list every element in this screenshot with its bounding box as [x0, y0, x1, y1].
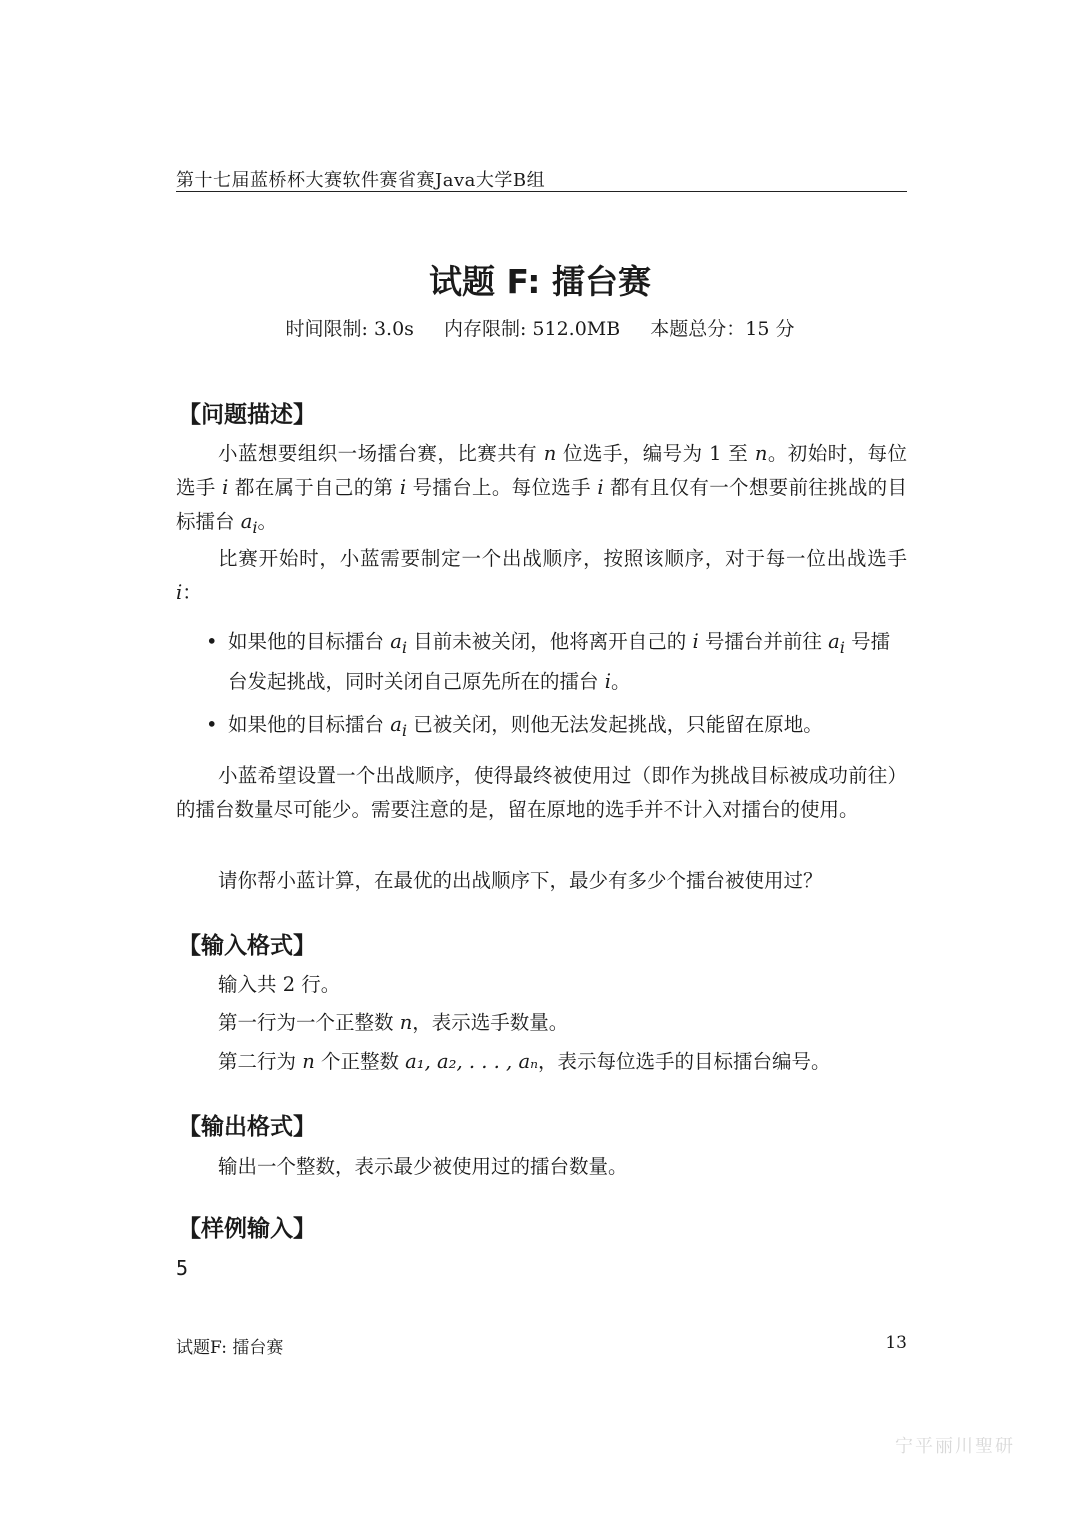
bullet-dot: • [206, 713, 218, 736]
problem-title: 试题 F: 擂台赛 [429, 262, 651, 301]
input-line-1: 输入共 2 行。 [218, 973, 341, 996]
total-score: 本题总分：15 分 [650, 318, 795, 340]
description-paragraph-4: 请你帮小蓝计算，在最优的出战顺序下，最少有多少个擂台被使用过？ [218, 869, 823, 892]
input-line-3: 第二行为 n 个正整数 a₁, a₂, . . . , aₙ，表示每位选手的目标擂台编号。 [218, 1050, 831, 1073]
input-line-2: 第一行为一个正整数 n，表示选手数量。 [218, 1011, 569, 1034]
description-paragraph-3: 小蓝希望设置一个出战顺序，使得最终被使用过（即作为挑战目标被成功前往）的擂台数量尽可能少。需要注意的是，留在原地的选手并不计入对擂台的使用。 [176, 764, 907, 821]
memory-limit: 内存限制: 512.0MB [443, 318, 621, 340]
bullet-dot: • [206, 630, 218, 653]
output-line-1: 输出一个整数，表示最少被使用过的擂台数量。 [218, 1155, 628, 1178]
watermark: 宁平丽川聖研 [895, 1436, 1015, 1457]
bullet-item-1: • 如果他的目标擂台 $a_i$ 目前未被关闭，他将离开自己的 i 号擂台并前往 $a_i$ 号擂台发起挑战，同时关闭自己原先所在的擂台 i。 [206, 625, 907, 699]
time-limit: 时间限制: 3.0s [285, 318, 414, 340]
sample-input-line: 5 [176, 1256, 189, 1280]
description-paragraph-2: 比赛开始时，小蓝需要制定一个出战顺序，按照该顺序，对于每一位出战选手 i： [176, 547, 907, 604]
page-number: 13 [885, 1333, 907, 1353]
section-output-heading: 【输出格式】 [178, 1114, 316, 1140]
description-paragraph-1: 小蓝想要组织一场擂台赛，比赛共有 n 位选手，编号为 1 至 n。初始时，每位选手 i 都在属于自己的第 i 号擂台上。每位选手 i 都有且仅有一个想要前往挑战的目标擂台 $a_i$。 [176, 442, 907, 537]
header-divider [176, 191, 907, 192]
section-description-heading: 【问题描述】 [178, 402, 316, 428]
running-header: 第十七届蓝桥杯大赛软件赛省赛Java大学B组 [176, 170, 546, 191]
footer-title: 试题F: 擂台赛 [176, 1338, 284, 1358]
section-sample-input-heading: 【样例输入】 [178, 1216, 316, 1242]
bullet-item-2: • 如果他的目标擂台 $a_i$ 已被关闭，则他无法发起挑战，只能留在原地。 [206, 708, 907, 748]
problem-limits [0, 314, 1080, 341]
section-input-heading: 【输入格式】 [178, 933, 316, 959]
